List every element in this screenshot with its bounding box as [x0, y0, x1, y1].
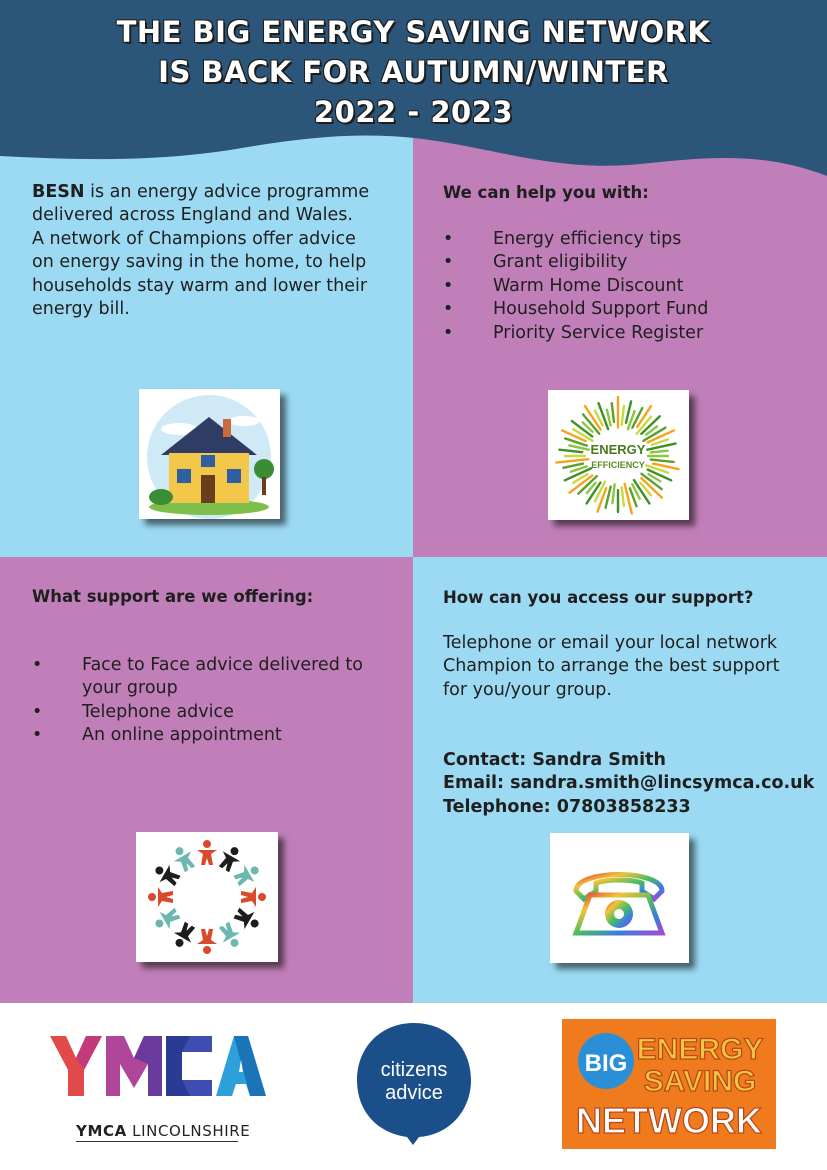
- contact-email[interactable]: Email: sandra.smith@lincsymca.co.uk: [443, 773, 815, 794]
- intro-bold: BESN: [32, 182, 85, 202]
- intro-line: A network of Champions offer advice: [32, 228, 356, 249]
- energy-efficiency-image: [548, 390, 689, 520]
- bullet: •: [32, 655, 43, 675]
- intro-line: energy bill.: [32, 299, 130, 320]
- people-circle-image: [136, 832, 278, 962]
- support-heading: What support are we offering:: [32, 587, 314, 606]
- list-item-text: An online appointment: [82, 725, 282, 746]
- intro-line: households stay warm and lower their: [32, 275, 368, 296]
- intro-paragraph: [32, 181, 402, 321]
- list-item-text: Warm Home Discount: [493, 275, 684, 296]
- list-item: [443, 228, 813, 251]
- list-item-text: Household Support Fund: [493, 299, 709, 320]
- badge-line-2: EFFICIENCY: [591, 460, 645, 470]
- ymca-sub-rest: LINCOLNSHIRE: [126, 1122, 251, 1140]
- bullet: •: [443, 275, 454, 296]
- list-item-text: your group: [82, 678, 178, 699]
- ymca-letters: [50, 1036, 266, 1096]
- bullet: •: [32, 701, 43, 722]
- bullet: •: [443, 252, 454, 273]
- help-heading: We can help you with:: [443, 183, 649, 202]
- access-line: Champion to arrange the best support: [443, 656, 780, 677]
- besn-network: NETWORK: [576, 1100, 762, 1141]
- ymca-sub-bold: YMCA: [76, 1122, 127, 1140]
- support-list: [32, 654, 402, 748]
- intro-line: is an energy advice programme: [84, 182, 370, 202]
- besn-big: BIG: [584, 1050, 628, 1077]
- page-title: [0, 12, 827, 132]
- advice-word: advice: [385, 1082, 443, 1104]
- contact-block: [443, 749, 823, 819]
- besn-saving: SAVING: [643, 1065, 757, 1098]
- telephone-icon: [576, 875, 662, 934]
- list-item-text: Face to Face advice delivered to: [82, 655, 363, 675]
- list-item-text: Grant eligibility: [493, 252, 628, 273]
- contact-name: Contact: Sandra Smith: [443, 750, 666, 770]
- title-line-1: THE BIG ENERGY SAVING NETWORK: [116, 15, 711, 49]
- citizens-advice-logo: [355, 1021, 473, 1145]
- list-item: [443, 251, 813, 274]
- people-circle-icon: [148, 840, 266, 954]
- besn-energy: ENERGY: [636, 1033, 764, 1066]
- ymca-lincolnshire-label: [76, 1122, 250, 1140]
- list-item-text: Energy efficiency tips: [493, 229, 682, 249]
- list-item: [32, 724, 402, 747]
- house-image: [139, 389, 280, 519]
- list-item: [32, 701, 402, 724]
- list-item: [32, 654, 402, 677]
- intro-line: on energy saving in the home, to help: [32, 252, 367, 273]
- besn-logo: [562, 1019, 776, 1149]
- citizens-word: citizens: [380, 1059, 448, 1081]
- title-line-3: 2022 - 2023: [313, 95, 514, 129]
- list-item: [443, 275, 813, 298]
- telephone-image: [550, 833, 689, 963]
- list-item-text: Telephone advice: [82, 701, 234, 722]
- ymca-logo: [50, 1030, 266, 1102]
- bullet: •: [443, 229, 454, 249]
- title-line-2: IS BACK FOR AUTUMN/WINTER: [158, 55, 669, 89]
- access-line: Telephone or email your local network: [443, 633, 778, 653]
- ymca-underline: [76, 1141, 238, 1142]
- access-line: for you/your group.: [443, 679, 612, 700]
- bullet: •: [443, 299, 454, 320]
- help-list: [443, 228, 813, 345]
- list-item-continuation: [32, 677, 402, 700]
- list-item-text: Priority Service Register: [493, 322, 704, 343]
- bullet: •: [443, 322, 454, 343]
- intro-line: delivered across England and Wales.: [32, 205, 353, 226]
- contact-phone[interactable]: Telephone: 07803858233: [443, 796, 691, 817]
- bullet: •: [32, 725, 43, 746]
- list-item: [443, 322, 813, 345]
- access-heading: How can you access our support?: [443, 588, 754, 607]
- badge-line-1: ENERGY: [590, 442, 646, 457]
- list-item: [443, 298, 813, 321]
- access-paragraph: [443, 632, 813, 702]
